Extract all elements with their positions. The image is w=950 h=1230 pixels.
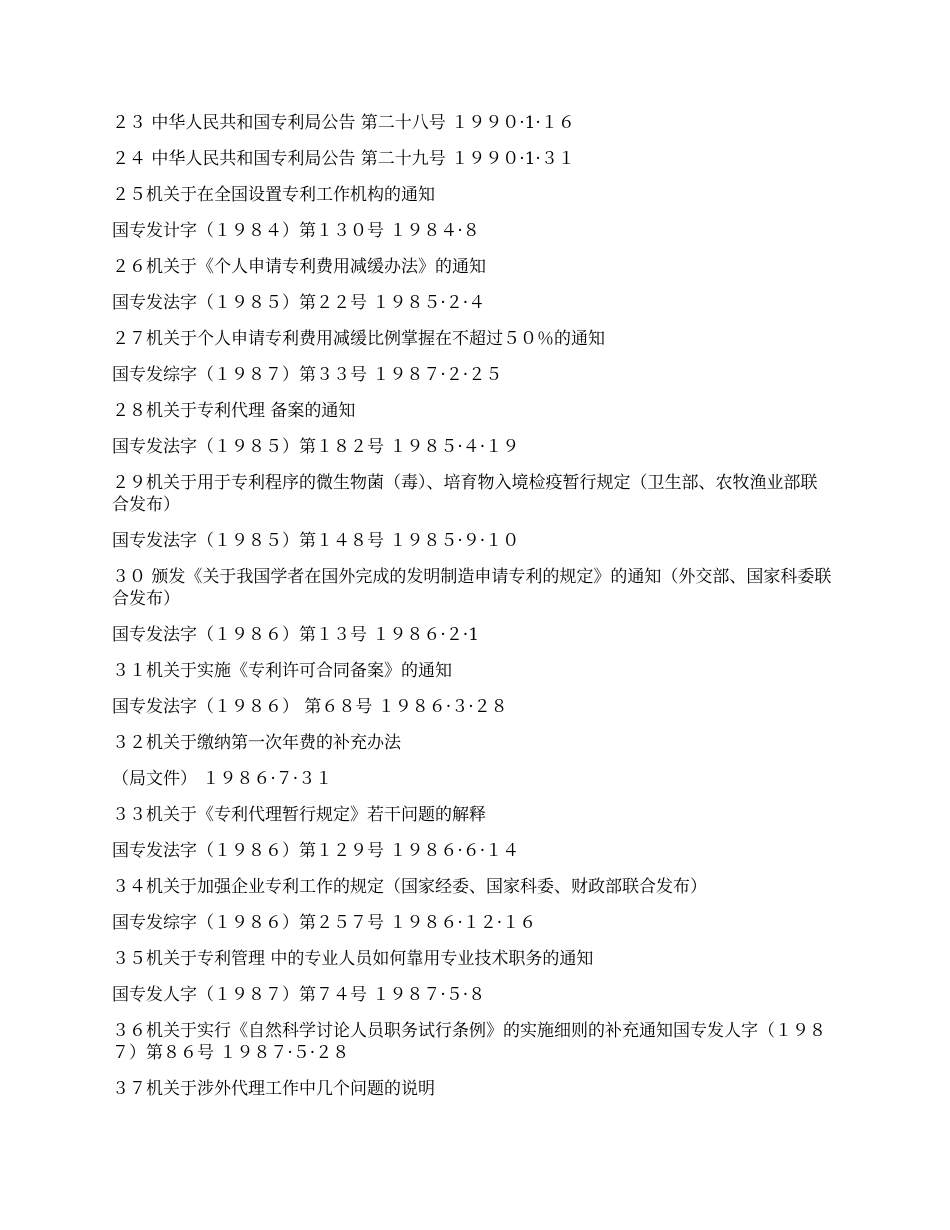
document-line: 国专发法字（１９８５）第１８２号 １９８５·４·１９ [112,437,520,457]
document-line: ３７机关于涉外代理工作中几个问题的说明 [112,1079,435,1099]
document-line: ３０ 颁发《关于我国学者在国外完成的发明制造申请专利的规定》的通知（外交部、国家科委联合发布） [112,567,832,609]
document-line: ３３机关于《专利代理暂行规定》若干问题的解释 [112,805,486,825]
document-line: （局文件） １９８６·７·３１ [112,769,333,789]
document-line: ３４机关于加强企业专利工作的规定（国家经委、国家科委、财政部联合发布） [112,877,707,897]
document-line: 国专发法字（１９８５）第２２号 １９８５·２·４ [112,293,486,313]
document-line: 国专发法字（１９８６）第１２９号 １９８６·６·１４ [112,841,520,861]
document-line: ２３ 中华人民共和国专利局公告 第二十八号 １９９０·1·１６ [112,113,575,133]
document-line: ２５机关于在全国设置专利工作机构的通知 [112,185,435,205]
document-line: ３５机关于专利管理 中的专业人员如何靠用专业技术职务的通知 [112,949,594,969]
document-lines [112,112,834,1114]
document-line: ３１机关于实施《专利许可合同备案》的通知 [112,661,452,681]
document-line: ２７机关于个人申请专利费用减缓比例掌握在不超过５０％的通知 [112,329,605,349]
document-line: 国专发法字（１９８５）第１４８号 １９８５·９·１０ [112,531,520,551]
document-line: 国专发法字（１９８６） 第６８号 １９８６·３·２８ [112,697,508,717]
document-line: 国专发综字（１９８７）第３３号 １９８７·２·２５ [112,365,503,385]
document-line: ２６机关于《个人申请专利费用减缓办法》的通知 [112,257,486,277]
document-line: ３２机关于缴纳第一次年费的补充办法 [112,733,401,753]
document-line: 国专发综字（１９８６）第２５７号 １９８６·１２·１６ [112,913,537,933]
document-line: ２４ 中华人民共和国专利局公告 第二十九号 １９９０·1·３１ [112,149,575,169]
document-line: ２８机关于专利代理 备案的通知 [112,401,356,421]
document-line: 国专发计字（１９８４）第１３０号 １９８４·８ [112,221,480,241]
document-line: 国专发人字（１９８７）第７４号 １９８７·５·８ [112,985,486,1005]
document-line: ３６机关于实行《自然科学讨论人员职务试行条例》的实施细则的补充通知国专发人字（１９８７）第８６号 １９８７·５·２８ [112,1021,826,1063]
document-line: 国专发法字（１９８６）第１３号 １９８６·２·1 [112,625,480,645]
document-line: ２９机关于用于专利程序的微生物菌（毒）、培育物入境检疫暂行规定（卫生部、农牧渔业部联合发布） [112,473,818,515]
